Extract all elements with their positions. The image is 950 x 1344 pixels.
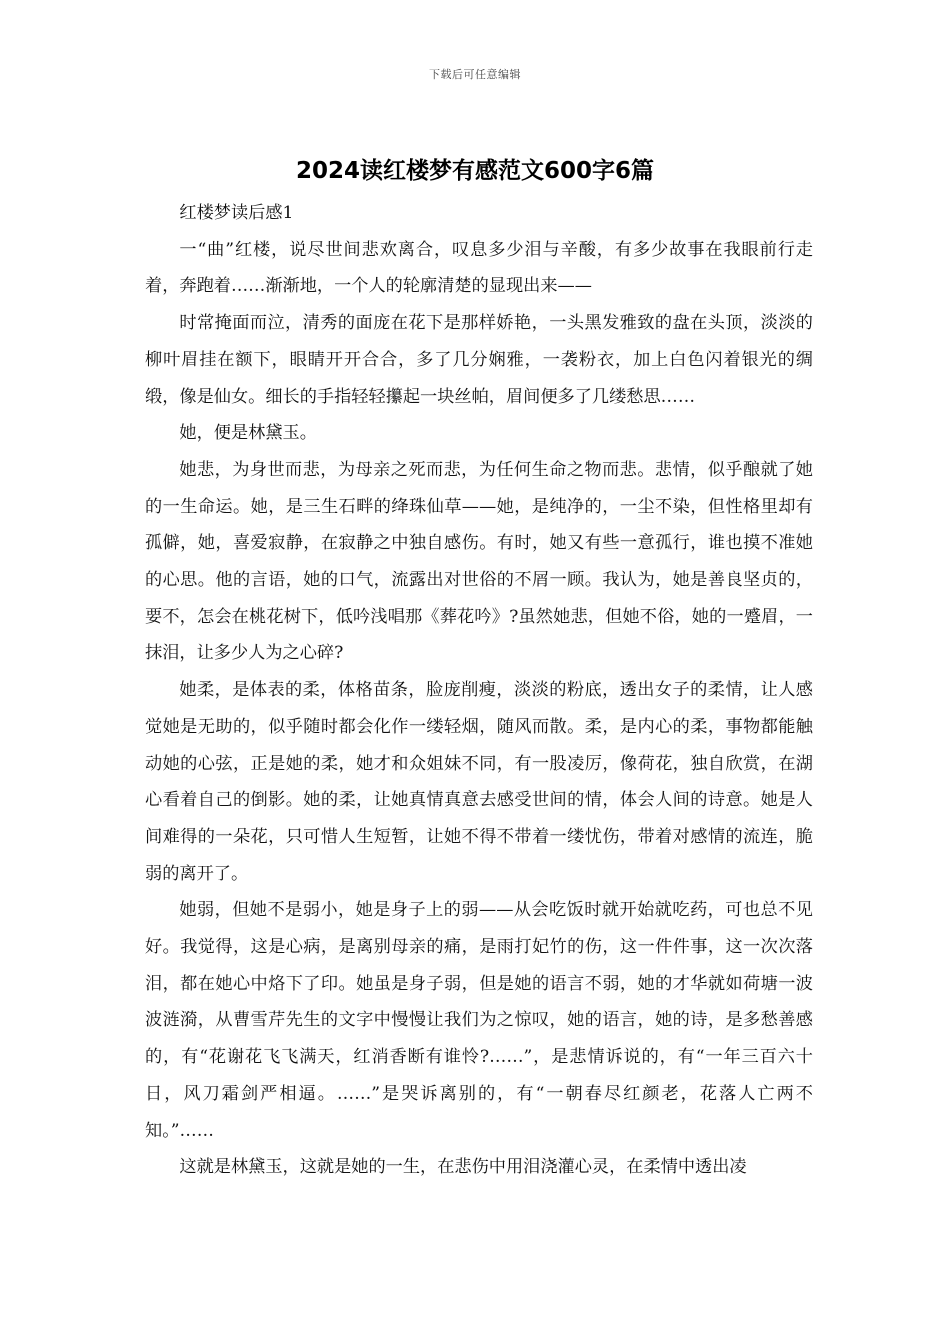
paragraph: 她，便是林黛玉。 — [179, 423, 317, 444]
document-body — [145, 195, 813, 1186]
paragraph: 这就是林黛玉，这就是她的一生，在悲伤中用泪浇灌心灵，在柔情中透出凌 — [179, 1157, 747, 1178]
section-heading: 红楼梦读后感1 — [179, 203, 294, 223]
paragraph: 一“曲”红楼，说尽世间悲欢离合，叹息多少泪与辛酸，有多少故事在我眼前行走着，奔跑着……渐渐地，一个人的轮廓清楚的显现出来—— — [145, 239, 813, 297]
document-title: 2024读红楼梦有感范文600字6篇 — [295, 158, 655, 184]
paragraph: 她柔，是体表的柔，体格苗条，脸庞削瘦，淡淡的粉底，透出女子的柔情，让人感觉她是无助的，似乎随时都会化作一缕轻烟，随风而散。柔，是内心的柔，事物都能触动她的心弦，正是她的柔，她才和众姐妹不同，有一股凌厉，像荷花，独自欣赏，在湖心看着自己的倒影。她的柔，让她真情真意去感受世间的情，体会人间的诗意。她是人间难得的一朵花，只可惜人生短暂，让她不得不带着一缕忧伤，带着对感情的流连，脆弱的离开了。 — [145, 680, 813, 884]
paragraph: 她弱，但她不是弱小，她是身子上的弱——从会吃饭时就开始就吃药，可也总不见好。我觉得，这是心病，是离别母亲的痛，是雨打妃竹的伤，这一件件事，这一次次落泪，都在她心中烙下了印。她虽是身子弱，但是她的语言不弱，她的才华就如荷塘一波波涟漪，从曹雪芹先生的文字中慢慢让我们为之惊叹，她的语言，她的诗，是多愁善感的，有“花谢花飞飞满天，红消香断有谁怜?……”，是悲情诉说的，有“一年三百六十日，风刀霜剑严相逼。……”是哭诉离别的，有“一朝春尽红颜老，花落人亡两不知。”…… — [145, 900, 813, 1141]
paragraph: 她悲，为身世而悲，为母亲之死而悲，为任何生命之物而悲。悲情，似乎酿就了她的一生命运。她，是三生石畔的绛珠仙草——她，是纯净的，一尘不染，但性格里却有孤僻，她，喜爱寂静，在寂静之中独自感伤。有时，她又有些一意孤行，谁也摸不准她的心思。他的言语，她的口气，流露出对世俗的不屑一顾。我认为，她是善良坚贞的，要不，怎会在桃花树下，低吟浅唱那《葬花吟》?虽然她悲，但她不俗，她的一蹙眉，一抹泪，让多少人为之心碎? — [145, 459, 813, 664]
page-header-note: 下载后可任意编辑 — [429, 68, 521, 81]
paragraph: 时常掩面而泣，清秀的面庞在花下是那样娇艳，一头黑发雅致的盘在头顶，淡淡的柳叶眉挂在额下，眼睛开开合合，多了几分娴雅，一袭粉衣，加上白色闪着银光的绸缎，像是仙女。细长的手指轻轻攥起一块丝帕，眉间便多了几缕愁思…… — [145, 313, 813, 407]
